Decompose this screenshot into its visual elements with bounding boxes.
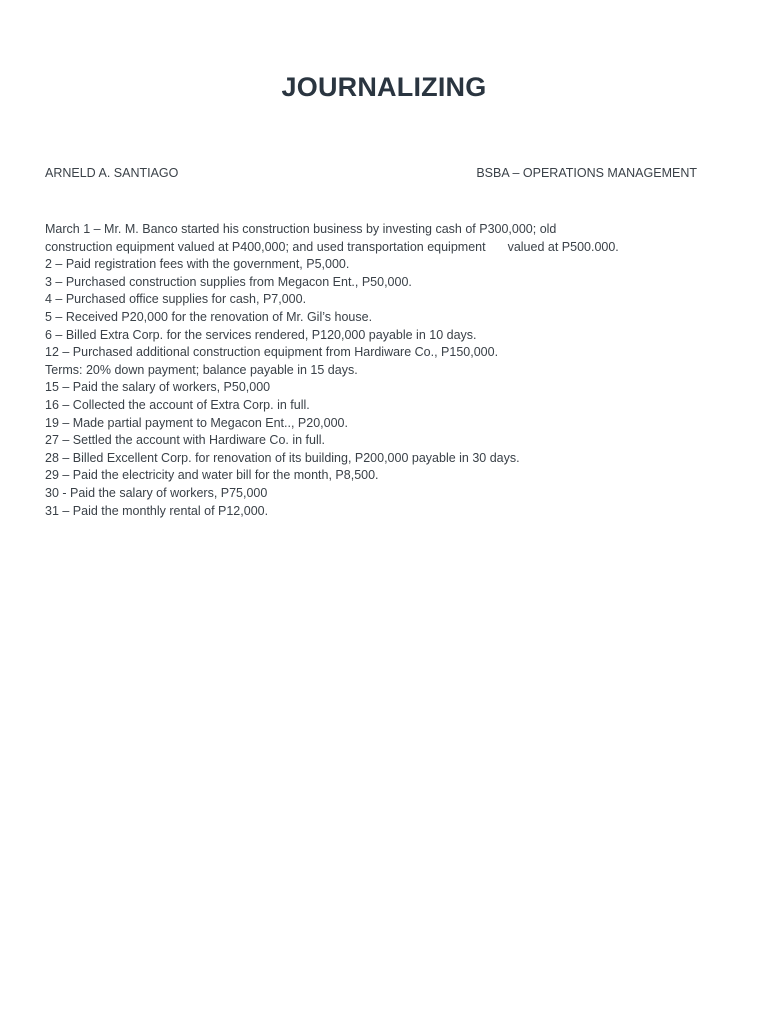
transaction-line-part: construction equipment valued at P400,000; and used transportation equipment [45,239,486,254]
transaction-line: March 1 – Mr. M. Banco started his construction business by investing cash of P300,000; old [45,222,557,236]
transaction-line: 31 – Paid the monthly rental of P12,000. [45,503,269,518]
transaction-line: 6 – Billed Extra Corp. for the services rendered, P120,000 payable in 10 days. [45,327,477,342]
transaction-line: 16 – Collected the account of Extra Corp. in full. [45,397,310,412]
transaction-line: 2 – Paid registration fees with the government, P5,000. [45,257,350,272]
course-name: BSBA – OPERATIONS MANAGEMENT [476,166,697,180]
transaction-line: 4 – Purchased office supplies for cash, P7,000. [45,292,307,307]
transaction-line-part: valued at P500.000. [507,239,619,254]
document-title: JOURNALIZING [281,72,487,102]
transaction-line [45,239,725,257]
author-name: ARNELD A. SANTIAGO [45,166,179,180]
author-row [45,166,697,184]
transaction-line: 27 – Settled the account with Hardiware Co. in full. [45,433,326,448]
transaction-line: 30 - Paid the salary of workers, P75,000 [45,485,268,500]
transaction-line: 29 – Paid the electricity and water bill for the month, P8,500. [45,468,379,483]
transaction-line: 19 – Made partial payment to Megacon Ent.., P20,000. [45,415,348,430]
transaction-line: 28 – Billed Excellent Corp. for renovation of its building, P200,000 payable in 30 days. [45,450,520,465]
transaction-line: 5 – Received P20,000 for the renovation of Mr. Gil’s house. [45,309,373,324]
transaction-list [45,221,725,520]
transaction-line: Terms: 20% down payment; balance payable in 15 days. [45,362,358,377]
transaction-line: 12 – Purchased additional construction equipment from Hardiware Co., P150,000. [45,345,499,360]
transaction-line: 15 – Paid the salary of workers, P50,000 [45,380,271,395]
transaction-line: 3 – Purchased construction supplies from Megacon Ent., P50,000. [45,274,412,289]
